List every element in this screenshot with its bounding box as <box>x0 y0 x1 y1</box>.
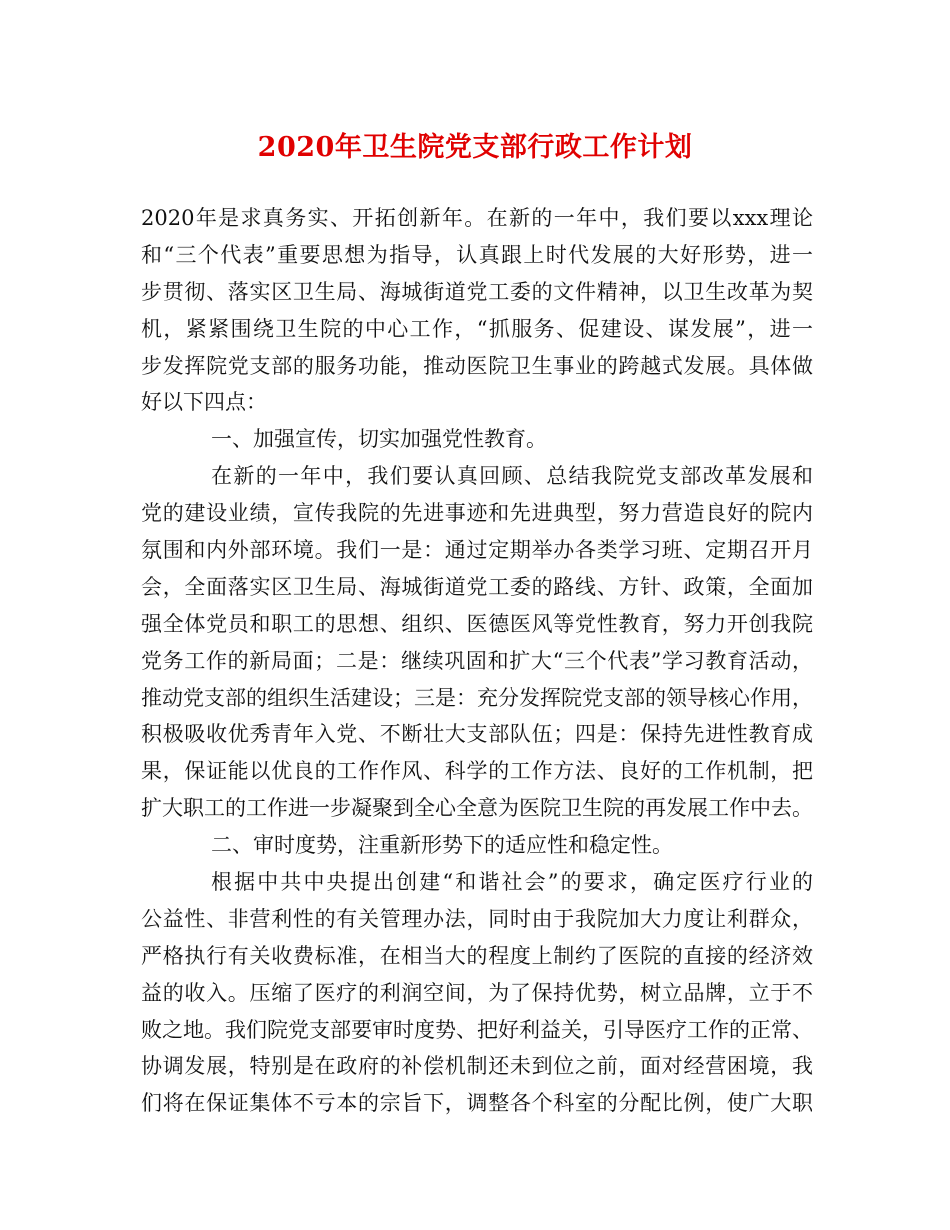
paragraph-line: 好以下四点： <box>141 390 267 415</box>
paragraph-line: 机，紧紧围绕卫生院的中心工作，“抓服务、促建设、谋发展”，进一 <box>141 316 813 341</box>
paragraph-line: 党的建设业绩，宣传我院的先进事迹和先进典型，努力营造良好的院内 <box>141 501 813 526</box>
paragraph-line: 果，保证能以优良的工作作风、科学的工作方法、良好的工作机制，把 <box>141 759 813 784</box>
paragraph-line: 会，全面落实区卫生局、海城街道党工委的路线、方针、政策，全面加 <box>141 574 813 599</box>
paragraph-line: 步贯彻、落实区卫生局、海城街道党工委的文件精神，以卫生改革为契 <box>141 279 813 304</box>
paragraph-line: 公益性、非营利性的有关管理办法，同时由于我院加大力度让利群众， <box>141 906 813 931</box>
paragraph-line: 和“三个代表”重要思想为指导，认真跟上时代发展的大好形势，进一 <box>141 242 813 267</box>
paragraph-line: 积极吸收优秀青年入党、不断壮大支部队伍；四是：保持先进性教育成 <box>141 722 813 747</box>
paragraph-line: 强全体党员和职工的思想、组织、医德医风等党性教育，努力开创我院 <box>141 611 813 636</box>
document-title: 2020年卫生院党支部行政工作计划 <box>257 132 693 163</box>
paragraph-line: 党务工作的新局面；二是：继续巩固和扩大“三个代表”学习教育活动， <box>141 648 813 673</box>
paragraph-line: 氛围和内外部环境。我们一是：通过定期举办各类学习班、定期召开月 <box>141 538 813 563</box>
paragraph-line: 严格执行有关收费标准，在相当大的程度上制约了医院的直接的经济效 <box>141 943 813 968</box>
document-body <box>141 200 813 1122</box>
paragraph-line: 协调发展，特别是在政府的补偿机制还未到位之前，面对经营困境，我 <box>141 1054 813 1079</box>
paragraph-line: 2020年是求真务实、开拓创新年。在新的一年中，我们要以xxx理论 <box>141 206 813 230</box>
section-heading: 二、审时度势，注重新形势下的适应性和稳定性。 <box>211 833 673 858</box>
paragraph-line: 根据中共中央提出创建“和谐社会”的要求，确定医疗行业的 <box>211 870 813 895</box>
section-heading: 一、加强宣传，切实加强党性教育。 <box>211 427 547 452</box>
paragraph-line: 败之地。我们院党支部要审时度势、把好利益关，引导医疗工作的正常、 <box>141 1017 813 1042</box>
paragraph-line: 推动党支部的组织生活建设；三是：充分发挥院党支部的领导核心作用， <box>141 685 813 710</box>
paragraph-line: 在新的一年中，我们要认真回顾、总结我院党支部改革发展和 <box>211 464 813 489</box>
paragraph-line: 步发挥院党支部的服务功能，推动医院卫生事业的跨越式发展。具体做 <box>141 353 813 378</box>
paragraph-line: 们将在保证集体不亏本的宗旨下，调整各个科室的分配比例，使广大职 <box>141 1091 813 1116</box>
paragraph-line: 益的收入。压缩了医疗的利润空间，为了保持优势，树立品牌，立于不 <box>141 980 813 1005</box>
paragraph-line: 扩大职工的工作进一步凝聚到全心全意为医院卫生院的再发展工作中去。 <box>141 796 813 821</box>
